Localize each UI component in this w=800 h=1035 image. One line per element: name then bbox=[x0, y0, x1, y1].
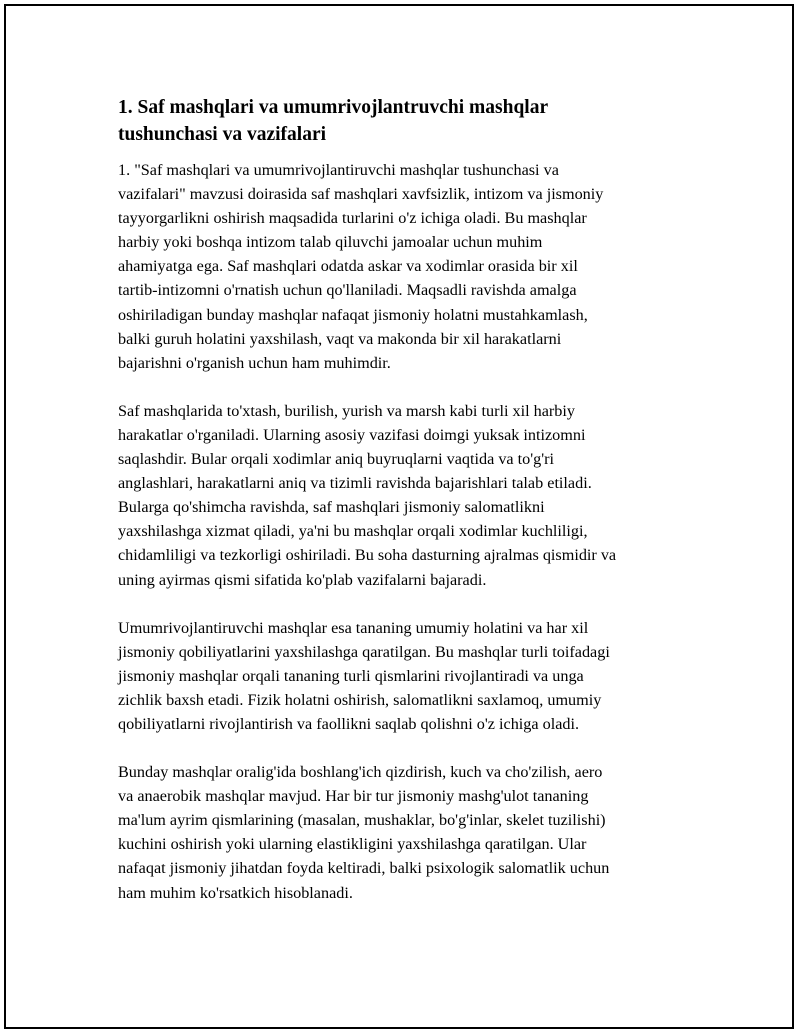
document-title bbox=[118, 94, 688, 148]
text-line: bajarishni o'rganish uchun ham muhimdir. bbox=[118, 353, 391, 372]
text-line: ham muhim ko'rsatkich hisoblanadi. bbox=[118, 883, 353, 902]
text-line: va anaerobik mashqlar mavjud. Har bir tur jismoniy mashg'ulot tananing bbox=[118, 787, 589, 806]
text-line: nafaqat jismoniy jihatdan foyda keltiradi, balki psixologik salomatlik uchun bbox=[118, 859, 610, 878]
text-line: harbiy yoki boshqa intizom talab qiluvchi jamoalar uchun muhim bbox=[118, 233, 543, 252]
text-line: 1. "Saf mashqlari va umumrivojlantiruvchi mashqlar tushunchasi va bbox=[118, 161, 559, 179]
text-line: saqlashdir. Bular orqali xodimlar aniq buyruqlarni vaqtida va to'g'ri bbox=[118, 450, 555, 469]
text-line: yaxshilashga xizmat qiladi, ya'ni bu mashqlar orqali xodimlar kuchliligi, bbox=[118, 522, 588, 541]
text-line: chidamliligi va tezkorligi oshiriladi. Bu soha dasturning ajralmas qismidir va bbox=[118, 546, 617, 565]
text-line: Umumrivojlantiruvchi mashqlar esa tananing umumiy holatini va har xil bbox=[118, 618, 589, 637]
text-line: zichlik baxsh etadi. Fizik holatni oshirish, salomatlikni saxlamoq, umumiy bbox=[118, 690, 602, 709]
text-line: ahamiyatga ega. Saf mashqlari odatda askar va xodimlar orasida bir xil bbox=[118, 257, 578, 276]
text-line: qobiliyatlarni rivojlantirish va faollikni saqlab qolishni o'z ichiga oladi. bbox=[118, 714, 580, 733]
paragraph-4 bbox=[118, 760, 688, 905]
text-line: jismoniy qobiliyatlarini yaxshilashga qaratilgan. Bu mashqlar turli toifadagi bbox=[118, 642, 610, 661]
text-line: tartib-intizomni o'rnatish uchun qo'llaniladi. Maqsadli ravishda amalga bbox=[118, 281, 577, 300]
title-line: 1. Saf mashqlari va umumrivojlantruvchi mashqlar bbox=[118, 97, 549, 118]
text-line: Bularga qo'shimcha ravishda, saf mashqlari jismoniy salomatlikni bbox=[118, 498, 545, 517]
title-line: tushunchasi va vazifalari bbox=[118, 124, 327, 145]
text-line: jismoniy mashqlar orqali tananing turli qismlarini rivojlantiradi va unga bbox=[118, 666, 584, 685]
document-body bbox=[118, 94, 688, 929]
text-line: tayyorgarlikni oshirish maqsadida turlarini o'z ichiga oladi. Bu mashqlar bbox=[118, 209, 587, 228]
text-line: Saf mashqlarida to'xtash, burilish, yurish va marsh kabi turli xil harbiy bbox=[118, 401, 575, 420]
text-line: anglashlari, harakatlarni aniq va tizimli ravishda bajarishlari talab etiladi. bbox=[118, 474, 592, 493]
text-line: balki guruh holatini yaxshilash, vaqt va makonda bir xil harakatlarni bbox=[118, 329, 562, 348]
text-line: vazifalari" mavzusi doirasida saf mashqlari xavfsizlik, intizom va jismoniy bbox=[118, 185, 604, 204]
text-line: ma'lum ayrim qismlarining (masalan, mushaklar, bo'g'inlar, skelet tuzilishi) bbox=[118, 811, 606, 830]
text-line: Bunday mashqlar oralig'ida boshlang'ich qizdirish, kuch va cho'zilish, aero bbox=[118, 763, 603, 782]
paragraph-2 bbox=[118, 399, 688, 592]
text-line: oshiriladigan bunday mashqlar nafaqat jismoniy holatni mustahkamlash, bbox=[118, 305, 588, 324]
paragraph-3 bbox=[118, 616, 688, 736]
text-line: kuchini oshirish yoki ularning elastikligini yaxshilashga qaratilgan. Ular bbox=[118, 835, 587, 854]
text-line: uning ayirmas qismi sifatida ko'plab vazifalarni bajaradi. bbox=[118, 570, 487, 589]
paragraph-1 bbox=[118, 158, 688, 375]
text-line: harakatlar o'rganiladi. Ularning asosiy vazifasi doimgi yuksak intizomni bbox=[118, 425, 586, 444]
